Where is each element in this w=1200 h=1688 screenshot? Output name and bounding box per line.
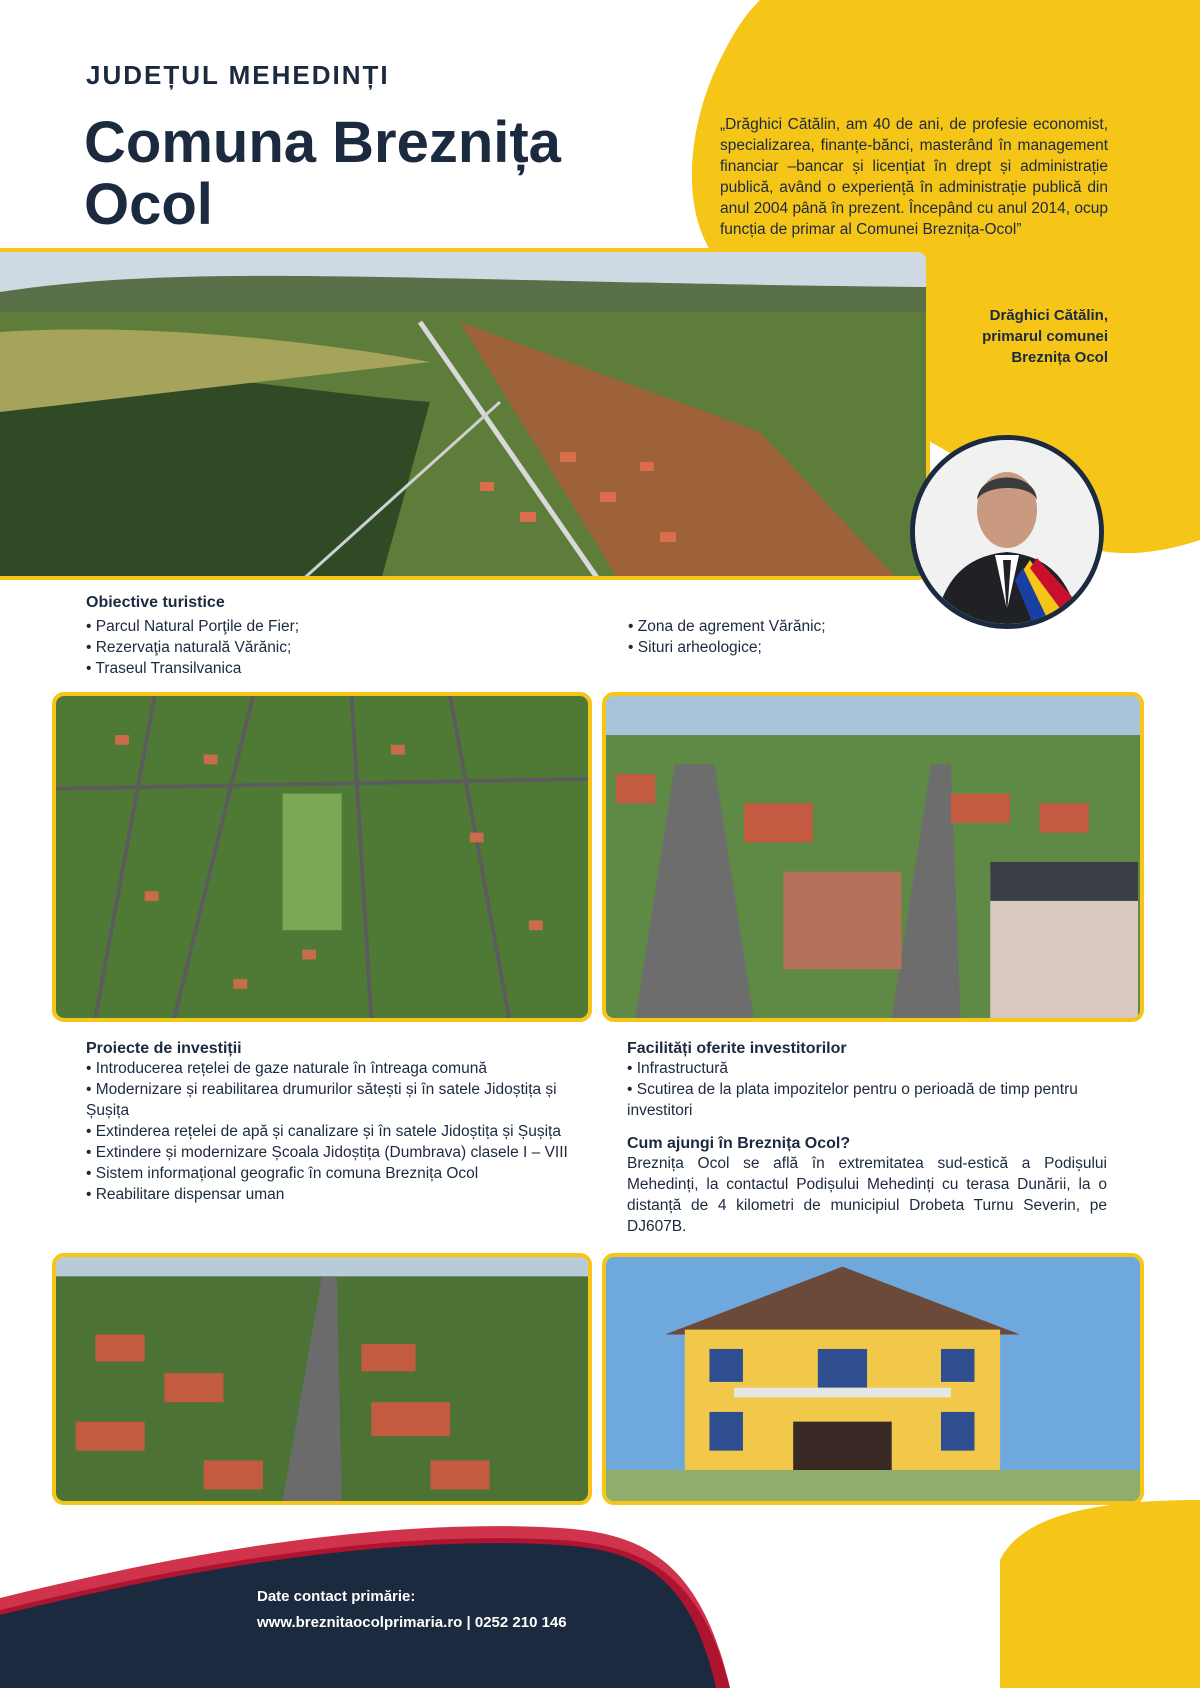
- list-item: • Introducerea rețelei de gaze naturale în întreaga comună: [86, 1058, 570, 1079]
- signature-role: primarul comunei: [982, 328, 1108, 345]
- list-item: • Reabilitare dispensar uman: [86, 1184, 570, 1205]
- contact-website-phone[interactable]: www.breznitaocolprimaria.ro | 0252 210 146: [257, 1614, 567, 1631]
- tourism-section: [86, 594, 1126, 677]
- yellow-corner: [1000, 1500, 1200, 1688]
- list-item: • Zona de agrement Vărănic;: [628, 616, 1028, 637]
- directions-heading: Cum ajungi în Breznița Ocol?: [627, 1135, 851, 1152]
- town-hall-photo: [602, 1253, 1144, 1505]
- page-title: [84, 112, 684, 236]
- investments-list: [86, 1058, 570, 1205]
- hero-aerial-photo: [0, 248, 930, 580]
- page-title-line2: Ocol: [84, 172, 213, 237]
- list-item: • Parcul Natural Porţile de Fier;: [86, 616, 586, 637]
- list-item: • Extinderea rețelei de apă și canalizare și în satele Jidoștița și Șușița: [86, 1121, 570, 1142]
- village-street-photo: [602, 692, 1144, 1022]
- list-item: • Scutirea de la plata impozitelor pentru o perioadă de timp pentru investitori: [627, 1079, 1107, 1121]
- facilities-list: [627, 1058, 1107, 1121]
- list-item: • Sistem informațional geografic în comuna Breznița Ocol: [86, 1163, 570, 1184]
- directions-text: Breznița Ocol se află în extremitatea sud-estică a Podișului Mehedinți, la contactul Podișului Mehedinți cu terasa Dunării, la o distanță de 4 kilometri de municipiul Drobeta Turnu Severin, pe DJ607B.: [627, 1155, 1107, 1235]
- list-item: • Modernizare și reabilitarea drumurilor sătești și în satele Jidoștița și Șușița: [86, 1079, 570, 1121]
- list-item: • Infrastructură: [627, 1058, 1107, 1079]
- mayor-quote: „Drăghici Cătălin, am 40 de ani, de profesie economist, specializarea, finanțe-bănci, masterând în management financiar –bancar și licențiat în drept și administrație publică, având o experiență în administrație publică din anul 2004 până în prezent. Începând cu anul 2014, ocup funcția de primar al Comunei Breznița-Ocol”: [720, 116, 1108, 238]
- signature-place: Breznița Ocol: [1011, 349, 1108, 366]
- tourism-list-left: [86, 616, 586, 679]
- village-aerial-photo: [52, 1253, 592, 1505]
- list-item: • Rezervaţia naturală Vărănic;: [86, 637, 586, 658]
- investments-heading: Proiecte de investiții: [86, 1040, 242, 1057]
- list-item: • Situri arheologice;: [628, 637, 1028, 658]
- contact-label: Date contact primărie:: [257, 1588, 416, 1605]
- list-item: • Traseul Transilvanica: [86, 658, 586, 679]
- aerial-grid-photo: [52, 692, 592, 1022]
- facilities-section: [627, 1040, 1107, 1237]
- facilities-heading: Facilități oferite investitorilor: [627, 1040, 847, 1057]
- page-title-line1: Comuna Breznița: [84, 110, 561, 175]
- county-label: JUDEȚUL MEHEDINȚI: [86, 60, 390, 90]
- tourism-heading: Obiective turistice: [86, 594, 225, 611]
- list-item: • Extindere și modernizare Școala Jidoștița (Dumbrava) clasele I – VIII: [86, 1142, 570, 1163]
- signature-name: Drăghici Cătălin,: [989, 307, 1108, 324]
- tourism-list-right: [628, 616, 1028, 658]
- investments-section: [86, 1040, 570, 1205]
